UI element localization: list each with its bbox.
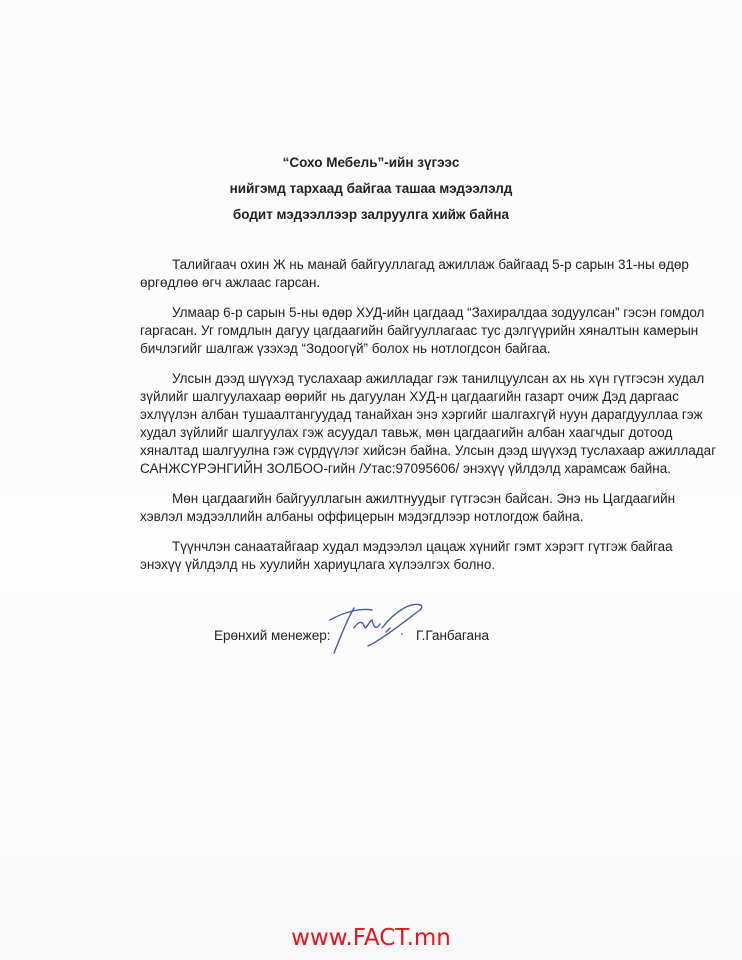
text-line: Түүнчлэн санаатайгаар худал мэдээлэл цацаж хүнийг гэмт хэрэгт гүтгэж байгаа bbox=[172, 539, 673, 554]
paragraph-3 bbox=[140, 370, 717, 478]
text-line: Улсын дээд шүүхэд туслахаар ажилладаг гэж танилцуулсан ах нь хүн гүтгэсэн худал bbox=[172, 371, 705, 386]
text-line: Мөн цагдаагийн байгууллагын ажилтнуудыг гүтгэсэн байсан. Энэ нь Цагдаагийн bbox=[172, 491, 676, 506]
document-title bbox=[0, 150, 742, 228]
text-line: эхлүүлэн албан тушаалтангуудад танайхан энэ хэргийг шалгахгүй нуун дарагдууллаа гэж bbox=[140, 407, 703, 422]
title-line: нийгэмд тархаад байгаа ташаа мэдээлэлд bbox=[229, 181, 513, 196]
text-line: Талийгаач охин Ж нь манай байгууллагад ажиллаж байгаад 5-р сарын 31-ны өдөр bbox=[172, 257, 689, 272]
text-line: энэхүү үйлдэлд нь хуулийн хариуцлага хүлээлгэх болно. bbox=[140, 557, 496, 572]
text-line: хэвлэл мэдээллийн албаны оффицерын мэдэгдлээр нотлогдож байна. bbox=[140, 509, 584, 524]
text-line: зүйлийг шалгуулахаар өөрийг нь дагуулан ХУД-н цагдаагийн газарт очиж Дэд даргаас bbox=[140, 389, 679, 404]
text-line: САНЖСҮРЭНГИЙН ЗОЛБОО-гийн /Утас:97095606/ энэхүү үйлдэлд харамсаж байна. bbox=[140, 461, 672, 476]
title-line: бодит мэдээллээр залруулга хийж байна bbox=[232, 207, 510, 222]
signatory-title: Ерөнхий менежер: bbox=[214, 628, 331, 643]
paragraph-4 bbox=[140, 490, 676, 526]
text-line: гаргасан. Уг гомдлын дагуу цагдаагийн байгууллагаас тус дэлгүүрийн хяналтын камерын bbox=[140, 323, 699, 338]
watermark: www.FACT.mn bbox=[291, 925, 451, 951]
paragraph-5 bbox=[140, 538, 673, 574]
document-body bbox=[140, 256, 717, 586]
title-line: “Сохо Мебель”-ийн зүгээс bbox=[282, 155, 460, 170]
signatory-name: Г.Ганбагана bbox=[416, 628, 489, 643]
text-line: өргөдлөө өгч ажлаас гарсан. bbox=[140, 275, 321, 290]
text-line: худал зүйлийг шалгуулах гэж асуудал тавьж, мөн цагдаагийн албан хаагчдыг дотоод bbox=[140, 425, 673, 440]
signature-block bbox=[0, 620, 742, 660]
text-line: хяналтад шалгуулна гэж сүрдүүлэг хийсэн байна. Улсын дээд шүүхэд туслахаар ажилладаг bbox=[140, 443, 717, 458]
paragraph-1 bbox=[140, 256, 689, 292]
text-line: Улмаар 6-р сарын 5-ны өдөр ХУД-ийн цагдаад “Захиралдаа зодуулсан” гэсэн гомдол bbox=[172, 305, 705, 320]
paragraph-2 bbox=[140, 304, 705, 358]
text-line: бичлэгийг шалгаж үзэхэд “Зодоогүй” болох нь нотлогдсон байгаа. bbox=[140, 341, 551, 356]
